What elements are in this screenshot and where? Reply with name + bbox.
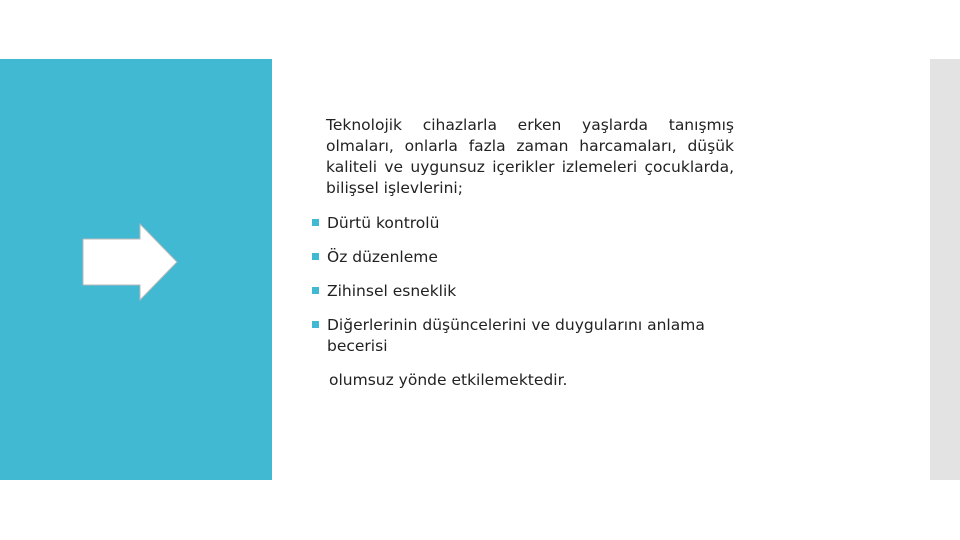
square-bullet-icon xyxy=(312,219,319,226)
right-side-strip xyxy=(930,59,960,480)
square-bullet-icon xyxy=(312,253,319,260)
bullet-text: Dürtü kontrolü xyxy=(327,214,440,232)
list-item xyxy=(312,315,742,357)
conclusion-text: olumsuz yönde etkilemektedir. xyxy=(329,371,568,389)
bullet-text: Zihinsel esneklik xyxy=(327,282,457,300)
list-item xyxy=(312,213,742,234)
bullet-list xyxy=(312,213,742,370)
list-item xyxy=(312,281,742,302)
list-item xyxy=(312,247,742,268)
square-bullet-icon xyxy=(312,321,319,328)
square-bullet-icon xyxy=(312,287,319,294)
bullet-text: Öz düzenleme xyxy=(327,248,438,266)
right-arrow-icon xyxy=(82,223,178,301)
bullet-text: Diğerlerinin düşüncelerini ve duygularını anlama becerisi xyxy=(327,316,705,355)
intro-paragraph: Teknolojik cihazlarla erken yaşlarda tanışmış olmaları, onlarla fazla zaman harcamaları, düşük kaliteli ve uygunsuz içerikler izlemeleri çocuklarda, bilişsel işlevlerini; xyxy=(326,116,734,197)
